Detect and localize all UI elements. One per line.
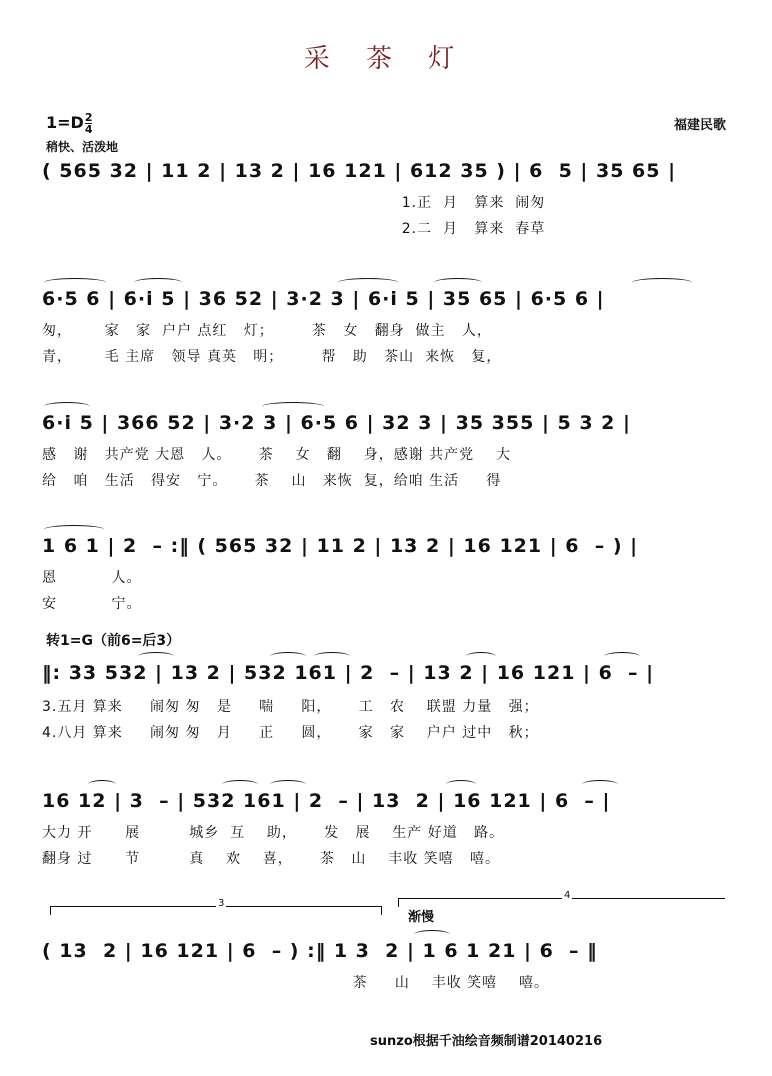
lyric-1-line-6: 大力 开 展 城乡 互 助， 发 展 生产 好道 路。 — [42, 825, 505, 841]
slur — [270, 780, 306, 789]
slur — [134, 278, 182, 287]
slur — [338, 278, 398, 287]
modulation-marking: 转1=G（前6=后3） — [46, 633, 181, 649]
song-title: 采 茶 灯 — [303, 44, 469, 74]
slur — [582, 780, 618, 789]
slur — [446, 780, 476, 789]
volta-bracket-1 — [50, 898, 382, 915]
tempo-marking: 稍快、活泼地 — [46, 140, 119, 154]
key-label: 1=D — [46, 113, 84, 132]
lyric-1-line-7: 茶 山 丰收 笑嘻 嘻。 — [42, 975, 549, 991]
slur — [414, 930, 450, 939]
notes-line-3: 6·i 5 | 366 52 | 3·2 3 | 6·5 6 | 32 3 | 35 355 | 5 3 2 | — [42, 412, 631, 434]
slur — [138, 652, 174, 661]
volta-number-2: 4 — [564, 890, 571, 901]
volta-number-1: 3 — [218, 898, 225, 909]
slur — [222, 780, 258, 789]
lyric-1-line-2: 匆， 家 家 户户 点红 灯； 茶 女 翻身 做主 人， — [42, 323, 492, 339]
notes-line-1: ( 565 32 | 11 2 | 13 2 | 16 121 | 612 35 ) | 6 5 | 35 65 | — [42, 160, 677, 182]
composer: 福建民歌 — [673, 118, 726, 133]
lyric-1-line-5: 3.五月 算来 闹匆 匆 是 喘 阳， 工 农 联盟 力量 强； — [42, 699, 539, 715]
notes-line-5: ‖: 33 532 | 13 2 | 532 161 | 2 – | 13 2 | 16 121 | 6 – | — [42, 662, 655, 684]
slur — [270, 652, 306, 661]
lyric-2-line-3: 给 咱 生活 得安 宁。 茶 山 来恢 复，给咱 生活 得 — [42, 473, 502, 489]
time-top: 2 — [84, 111, 93, 124]
slur — [466, 652, 496, 661]
lyric-1-line-3: 感 谢 共产党 大恩 人。 茶 女 翻 身，感谢 共产党 大 — [42, 447, 511, 463]
time-bottom: 4 — [84, 123, 93, 136]
slur — [88, 780, 116, 789]
time-signature — [85, 112, 93, 135]
slur — [632, 278, 692, 287]
lyric-2-line-5: 4.八月 算来 闹匆 匆 月 正 圆， 家 家 户户 过中 秋； — [42, 725, 539, 741]
slur — [434, 278, 482, 287]
lyric-2-line-4: 安 宁。 — [42, 596, 142, 612]
transcription-credit: sunzo根据千油绘音频制谱20140216 — [370, 1034, 603, 1049]
slur — [314, 652, 350, 661]
notes-line-4: 1 6 1 | 2 – :‖ ( 565 32 | 11 2 | 13 2 | 16 121 | 6 – ) | — [42, 535, 639, 557]
key-signature — [46, 112, 92, 135]
slur — [44, 278, 106, 287]
notes-line-7: ( 13 2 | 16 121 | 6 – ) :‖ 1 3 2 | 1 6 1 21 | 6 – ‖ — [42, 940, 598, 962]
lyric-2-line-2: 青， 毛 主席 领导 真英 明； 帮 助 茶山 来恢 复， — [42, 349, 502, 365]
slur — [262, 402, 324, 411]
slur — [604, 652, 640, 661]
lyric-1-line-1: 1.正 月 算来 闹匆 — [42, 195, 546, 211]
notes-line-2: 6·5 6 | 6·i 5 | 36 52 | 3·2 3 | 6·i 5 | 35 65 | 6·5 6 | — [42, 288, 605, 310]
slur — [44, 402, 90, 411]
lyric-2-line-1: 2.二 月 算来 春草 — [42, 221, 546, 237]
lyric-1-line-4: 恩 人。 — [42, 570, 142, 586]
notes-line-6: 16 12 | 3 – | 532 161 | 2 – | 13 2 | 16 121 | 6 – | — [42, 790, 611, 812]
slur — [44, 525, 104, 534]
lyric-2-line-6: 翻身 过 节 真 欢 喜， 茶 山 丰收 笑嘻 嘻。 — [42, 851, 501, 867]
ritardando-marking: 渐慢 — [408, 910, 435, 925]
volta-bracket-2 — [398, 890, 725, 907]
